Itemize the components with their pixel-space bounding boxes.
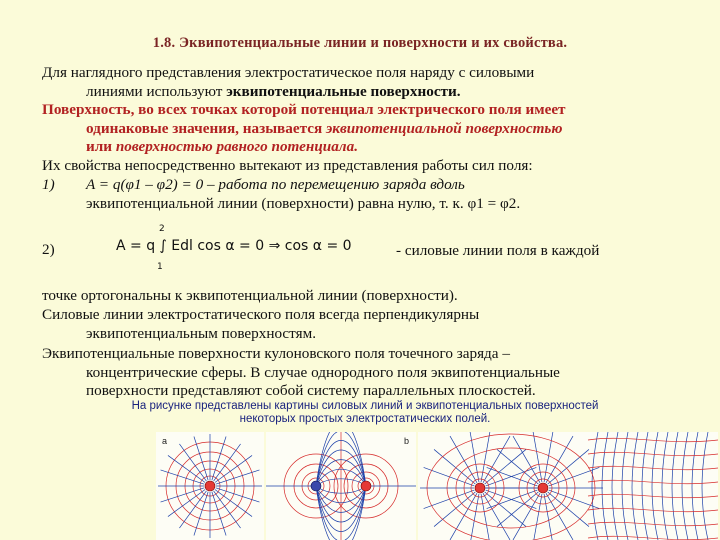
intro-line2: линиями используют эквипотенциальные поверхности.: [86, 82, 461, 100]
property-2-number: 2): [42, 241, 55, 258]
positive-charge: [205, 481, 215, 491]
integral-lower-limit: 1: [157, 262, 163, 272]
property-1-formula: A = q(φ1 – φ2) = 0 – работа по перемещению заряда вдоль: [86, 176, 465, 193]
figure-caption: На рисунке представлены картины силовых линий и эквипотенциальных поверхностей некоторых простых электростатических полей.: [131, 400, 599, 425]
work-integral-formula: [116, 226, 376, 276]
paragraph-coulomb: Эквипотенциальные поверхности кулоновского поля точечного заряда – концентрические сферы. В случае однородного поля эквипотенциальные поверхности представляют собой систему параллельных плоскостей.: [42, 345, 560, 399]
figure-label-b: b: [404, 436, 410, 446]
negative-charge: [311, 481, 321, 491]
integral-upper-limit: 2: [159, 224, 165, 234]
paragraph-intro: [42, 64, 672, 101]
figure-two-positive-charges: [418, 432, 718, 540]
figure-dipole: [266, 432, 416, 540]
property-1-number: 1): [42, 176, 55, 193]
term-equipotential: эквипотенциальные поверхности.: [226, 82, 461, 100]
property-1-line2: эквипотенциальной линии (поверхности) равна нулю, т. к. φ1 = φ2.: [86, 194, 521, 212]
definition-line3: или поверхностью равного потенциала.: [86, 138, 358, 155]
figure-point-charge: [156, 432, 264, 540]
positive-charge: [361, 481, 371, 491]
definition-line2: одинаковые значения, называется эквипотенциальной поверхностью: [86, 119, 563, 137]
properties-intro: Их свойства непосредственно вытекают из представления работы сил поля:: [42, 157, 533, 174]
formula-text: A = q ∫ Edl cos α = 0 ⇒ cos α = 0: [116, 238, 352, 254]
positive-charge-left: [475, 483, 485, 493]
property-2-text: - силовые линии поля в каждой: [396, 242, 600, 259]
orthogonal-line: точке ортогональны к эквипотенциальной линии (поверхности).: [42, 287, 458, 304]
intro-line1: Для наглядного представления электростатическое поля наряду с силовыми: [42, 64, 535, 81]
paragraph-perpendicular: Силовые линии электростатического поля всегда перпендикулярны эквипотенциальным поверхностям.: [42, 306, 480, 342]
positive-charge-right: [538, 483, 548, 493]
definition-line1: Поверхность, во всех точках которой потенциал электрического поля имеет: [42, 101, 566, 118]
figure-label-a: а: [162, 436, 168, 446]
page-title: 1.8. Эквипотенциальные линии и поверхности и их свойства.: [152, 35, 568, 51]
field-figures: [156, 432, 718, 540]
definition-paragraph: [42, 101, 672, 157]
property-1: [42, 176, 672, 213]
